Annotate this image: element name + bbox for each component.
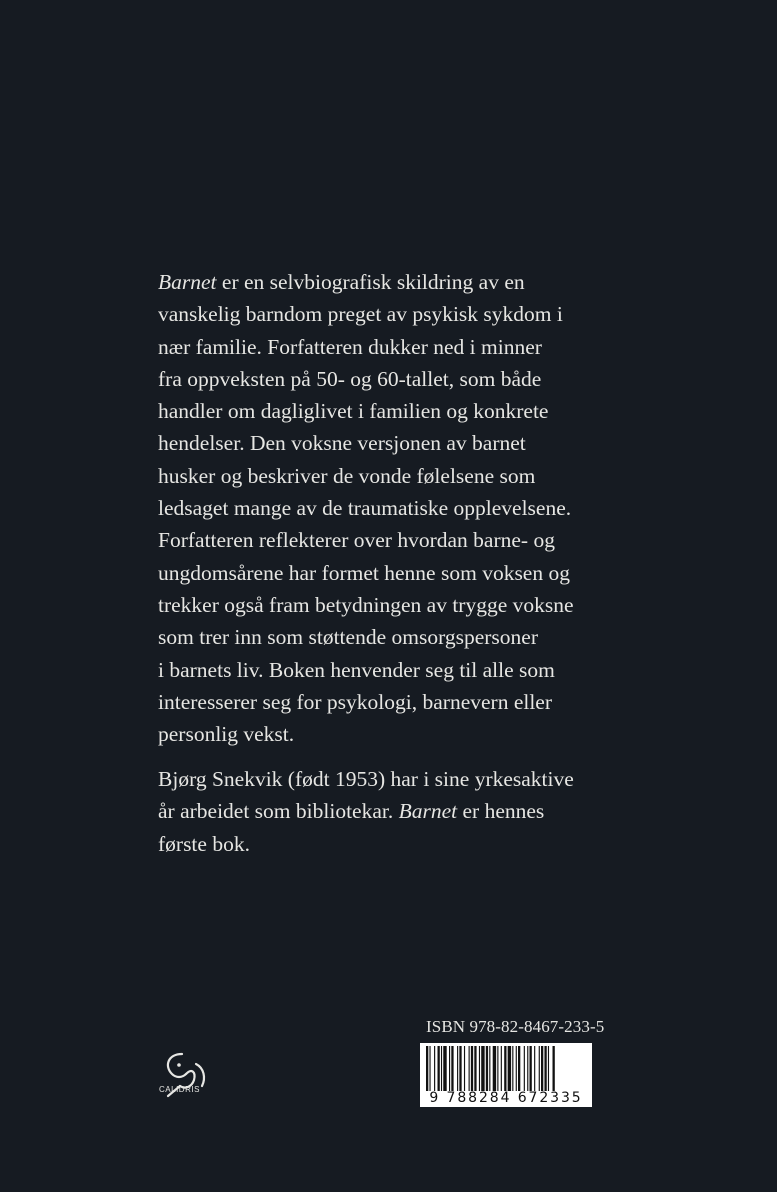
barcode-bar bbox=[426, 1046, 428, 1092]
blurb-line: Forfatteren reflekterer over hvordan barne- og bbox=[158, 528, 555, 553]
barcode-digits: 9 788284 672335 bbox=[422, 1091, 590, 1106]
calidris-bird-logo-icon bbox=[152, 1050, 216, 1110]
barcode-bar bbox=[534, 1046, 535, 1092]
blurb-line: vanskelig barndom preget av psykisk sykdom i bbox=[158, 302, 563, 327]
barcode-bar bbox=[474, 1046, 476, 1092]
isbn-label: ISBN 978-82-8467-233-5 bbox=[426, 1017, 605, 1036]
barcode-bar bbox=[434, 1046, 435, 1092]
publisher-name: CALIDRIS bbox=[159, 1085, 200, 1094]
barcode-bar bbox=[471, 1046, 473, 1092]
book-title-italic: Barnet bbox=[398, 799, 458, 824]
barcode-bar bbox=[429, 1046, 430, 1092]
barcode-bar bbox=[497, 1046, 498, 1092]
blurb-line: trekker også fram betydningen av trygge voksne bbox=[158, 592, 574, 617]
barcode-bar bbox=[548, 1046, 549, 1092]
isbn-barcode bbox=[420, 1043, 592, 1107]
barcode-bar bbox=[457, 1046, 458, 1092]
blurb-line: ungdomsårene har formet henne som voksen og bbox=[158, 560, 570, 585]
barcode-bar bbox=[516, 1046, 517, 1092]
barcode-bar bbox=[553, 1046, 555, 1092]
barcode-bar bbox=[541, 1046, 543, 1092]
barcode-bar bbox=[481, 1046, 484, 1092]
barcode-bar bbox=[539, 1046, 540, 1092]
barcode-bar bbox=[486, 1046, 488, 1092]
barcode-bar bbox=[493, 1046, 496, 1092]
blurb-line: hendelser. Den voksne versjonen av barnet bbox=[158, 431, 526, 456]
blurb-line: husker og beskriver de vonde følelsene som bbox=[158, 463, 536, 488]
blurb-line: som trer inn som støttende omsorgspersoner bbox=[158, 625, 538, 650]
barcode-bar bbox=[512, 1046, 513, 1092]
back-cover-blurb bbox=[158, 266, 628, 750]
blurb-line: personlig vekst. bbox=[158, 722, 295, 747]
barcode-bar bbox=[469, 1046, 470, 1092]
barcode-bar bbox=[501, 1046, 502, 1092]
blurb-line: handler om dagliglivet i familien og konkrete bbox=[158, 399, 549, 424]
blurb-line-1: Barnet er en selvbiografisk skildring av en bbox=[158, 270, 525, 294]
barcode-bar bbox=[438, 1046, 440, 1092]
barcode-bar bbox=[524, 1046, 525, 1092]
barcode-bar bbox=[530, 1046, 532, 1092]
barcode-bar bbox=[504, 1046, 506, 1092]
bio-line: Bjørg Snekvik (født 1953) har i sine yrkesaktive bbox=[158, 767, 574, 791]
blurb-line: interesserer seg for psykologi, barnevern eller bbox=[158, 689, 553, 714]
bio-line: første bok. bbox=[158, 831, 250, 856]
barcode-bar bbox=[489, 1046, 490, 1092]
blurb-line: ledsaget mange av de traumatiske opplevelsene. bbox=[158, 496, 572, 521]
barcode-bar bbox=[441, 1046, 442, 1092]
barcode-bar bbox=[508, 1046, 511, 1092]
barcode-bar bbox=[479, 1046, 480, 1092]
barcode-bar bbox=[459, 1046, 461, 1092]
barcode-bar bbox=[451, 1046, 453, 1092]
barcode-bar bbox=[518, 1046, 520, 1092]
blurb-line: i barnets liv. Boken henvender seg til alle som bbox=[158, 657, 555, 682]
blurb-line: fra oppveksten på 50- og 60-tallet, som både bbox=[158, 366, 542, 391]
barcode-bar bbox=[527, 1046, 528, 1092]
barcode-bar bbox=[464, 1046, 465, 1092]
blurb-line: nær familie. Forfatteren dukker ned i minner bbox=[158, 334, 542, 359]
barcode-bar bbox=[449, 1046, 450, 1092]
book-title-italic: Barnet bbox=[158, 270, 217, 294]
barcode-bar bbox=[443, 1046, 446, 1092]
author-bio bbox=[158, 763, 628, 860]
bio-line: år arbeidet som bibliotekar. Barnet er hennes bbox=[158, 799, 545, 824]
barcode-bar bbox=[544, 1046, 546, 1092]
